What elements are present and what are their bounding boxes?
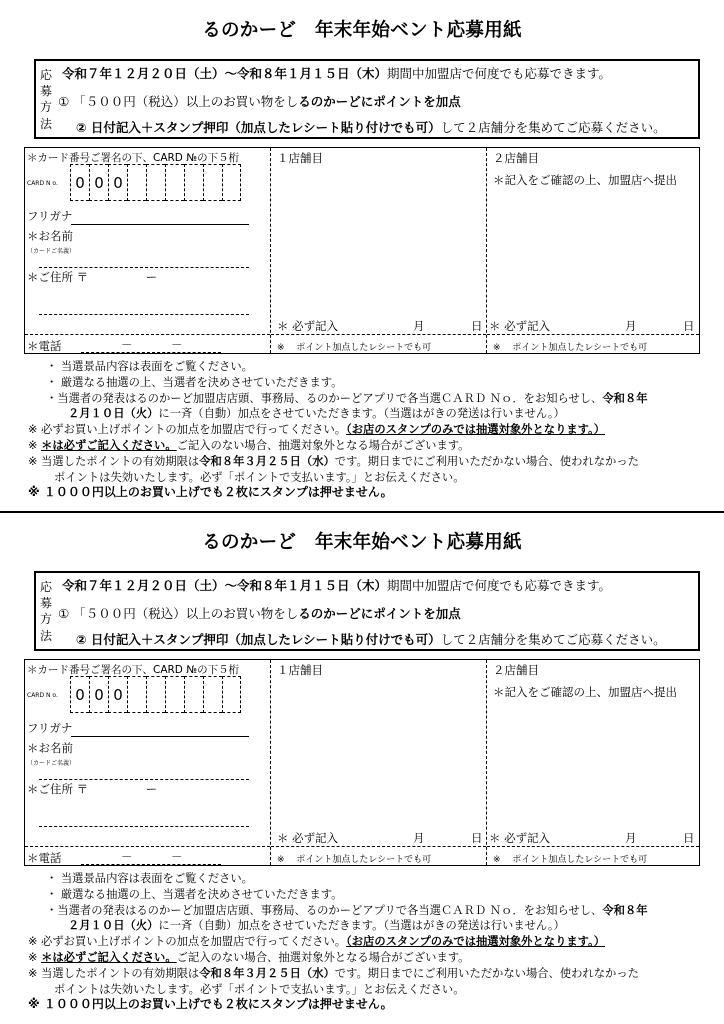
note-points-required: [28, 934, 720, 950]
campaign-period: 令和７年１２月２０日（土）～令和８年１月１５日（木）: [62, 578, 388, 593]
furigana-field[interactable]: [71, 736, 249, 737]
note-prize-info: ・ 当選景品内容は表面をご覧ください。: [46, 872, 253, 885]
phone-label: ＊電話: [27, 339, 62, 353]
step-2-text: して２店舗分を集めてご応募ください。: [440, 120, 666, 135]
store-1-day-label: 日: [471, 831, 483, 845]
store-2-month-label: 月: [625, 319, 637, 333]
furigana-field[interactable]: [71, 224, 249, 225]
card-number-boxes[interactable]: [70, 676, 241, 713]
name-label: ＊お名前: [27, 741, 73, 755]
note-expiry-text: ※ 当選したポイントの有効期限は: [28, 966, 200, 980]
store-1-separator: [271, 846, 486, 847]
address-label: ＊ご住所 〒 ー: [27, 270, 158, 284]
phone-label: ＊電話: [27, 851, 62, 865]
store-2-receipt-note: ※ ポイント加点したレシートでも可: [493, 343, 648, 353]
store-1-title: １店舗目: [277, 663, 323, 677]
note-points-required: [28, 422, 720, 438]
card-digit-box[interactable]: 0: [70, 676, 89, 713]
store-2-required-label: ＊ 必ず記入: [489, 831, 551, 845]
card-no-prefix: CARD N o.: [27, 180, 58, 187]
step-2-emphasis: ② 日付記入＋スタンプ押印（加点したレシート貼り付けでも可）: [76, 632, 441, 647]
step-1-text: 「５００円（税込）以上のお買い物をし: [73, 606, 299, 621]
phone-dash: －: [121, 338, 133, 352]
entry-table: [24, 659, 700, 866]
card-digit-box[interactable]: [222, 676, 241, 713]
method-step-1: [58, 92, 461, 110]
note-announcement-date: ２月１０日（火）: [68, 919, 159, 933]
note-announcement: [28, 903, 720, 919]
entry-table: [24, 147, 700, 354]
note-expiry-rest: です。期日までにご利用いただかない場合、使われなかった: [334, 454, 639, 468]
step-1-number: ①: [58, 606, 70, 621]
store-2-column[interactable]: [486, 660, 699, 865]
store-1-month-label: 月: [413, 319, 425, 333]
note-expiry: [28, 454, 720, 470]
method-label-char: 募: [40, 84, 53, 98]
note-announcement: [28, 391, 720, 407]
address-label: ＊ご住所 〒 ー: [27, 782, 158, 796]
note-prize-info: ・ 当選景品内容は表面をご覧ください。: [46, 360, 253, 373]
card-digit-box[interactable]: [165, 164, 184, 201]
card-digit-box[interactable]: [146, 676, 165, 713]
store-1-title: １店舗目: [277, 151, 323, 165]
card-digit-box[interactable]: 0: [108, 164, 127, 201]
store-1-separator: [271, 334, 486, 335]
note-announcement-rest: に一斉（自動）加点をさせていただきます。（当選はがきの発送は行いません。）: [158, 919, 565, 933]
store-1-column[interactable]: [270, 148, 486, 353]
method-step-2: [76, 630, 666, 648]
note-announcement-cont: [28, 918, 720, 934]
note-required-rest: ご記入のない場合、抽選対象外となる場合がございます。: [176, 950, 470, 964]
note-required-mark: ※: [28, 950, 38, 964]
store-2-separator: [487, 334, 699, 335]
note-stamp-only-warning: （お店のスタンプのみでは抽選対象外となります。）: [346, 935, 606, 949]
campaign-period: 令和７年１２月２０日（土）～令和８年１月１５日（木）: [62, 66, 388, 81]
card-number-boxes[interactable]: [70, 164, 241, 201]
method-period-line: [62, 576, 611, 594]
card-digit-box[interactable]: [184, 164, 203, 201]
note-announcement-year: 令和８年: [602, 391, 648, 405]
store-2-month-label: 月: [625, 831, 637, 845]
note-announcement-text: ・当選者の発表はるのかーど加盟店店頭、事務局、るのかーどアプリで各当選ＣＡＲＤ Ｎｏ．をお知らせし、: [46, 903, 603, 917]
application-method-box: [34, 59, 700, 139]
card-digit-box[interactable]: [127, 164, 146, 201]
store-1-column[interactable]: [270, 660, 486, 865]
method-period-line: [62, 64, 611, 82]
step-2-text: して２店舗分を集めてご応募ください。: [440, 632, 666, 647]
note-announcement-year: 令和８年: [602, 903, 648, 917]
form-divider-line: [0, 511, 724, 513]
card-digit-box[interactable]: [165, 676, 184, 713]
store-2-title: ２店舗目: [493, 663, 539, 677]
method-label-char: 方: [40, 100, 53, 114]
phone-field[interactable]: [81, 864, 221, 865]
phone-dash: －: [121, 850, 133, 864]
method-step-2: [76, 118, 666, 136]
method-label-char: 方: [40, 612, 53, 626]
store-2-day-label: 日: [683, 319, 695, 333]
step-1-emphasis: るのかーどにポイントを加点: [298, 606, 461, 621]
phone-separator: [25, 846, 270, 847]
form-title: るのかーど 年末年始ベント応募用紙: [202, 20, 522, 41]
note-lottery: ・ 厳選なる抽選の上、当選者を決めさせていただきます。: [46, 887, 343, 901]
store-1-receipt-note: ※ ポイント加点したレシートでも可: [277, 343, 432, 353]
note-required-emphasis: ＊は必ずご記入ください。: [41, 438, 177, 452]
method-label-char: 応: [40, 68, 53, 82]
card-number-label: ＊カード番号ご署名の下、CARD №の下５桁: [27, 152, 240, 164]
card-digit-box[interactable]: [222, 164, 241, 201]
phone-field[interactable]: [81, 352, 221, 353]
note-required-fields: [28, 438, 720, 454]
note-required-rest: ご記入のない場合、抽選対象外となる場合がございます。: [176, 438, 470, 452]
store-2-note: ＊記入をご確認の上、加盟店へ提出: [493, 173, 677, 187]
step-1-emphasis: るのかーどにポイントを加点: [298, 94, 461, 109]
furigana-label: フリガナ: [27, 209, 73, 223]
card-digit-box[interactable]: [203, 676, 222, 713]
phone-dash: －: [171, 850, 183, 864]
notes-list: [28, 871, 720, 1013]
method-label-char: 法: [40, 117, 53, 131]
step-1-text: 「５００円（税込）以上のお買い物をし: [73, 94, 299, 109]
note-stamp-limit: ※ １０００円以上のお買い上げでも２枚にスタンプは押せません。: [28, 485, 393, 500]
note-expiry-cont: ポイントは失効いたします。必ず「ポイントで支払います。」とお伝えください。: [54, 470, 465, 484]
address-field[interactable]: [39, 314, 249, 315]
store-1-required-label: ＊ 必ず記入: [277, 831, 339, 845]
store-2-title: ２店舗目: [493, 151, 539, 165]
note-points-text: ※ 必ずお買い上げポイントの加点を加盟店で行ってください。: [28, 423, 347, 437]
name-label: ＊お名前: [27, 229, 73, 243]
card-number-label: ＊カード番号ご署名の下、CARD №の下５桁: [27, 664, 240, 676]
store-1-receipt-note: ※ ポイント加点したレシートでも可: [277, 855, 432, 865]
store-1-day-label: 日: [471, 319, 483, 333]
furigana-label: フリガナ: [27, 721, 73, 735]
note-required-emphasis: ＊は必ずご記入ください。: [41, 950, 177, 964]
store-1-required-label: ＊ 必ず記入: [277, 319, 339, 333]
name-note: （カードご名義）: [27, 248, 76, 255]
card-digit-box[interactable]: 0: [89, 676, 108, 713]
method-label-char: 応: [40, 580, 53, 594]
card-digit-box[interactable]: 0: [70, 164, 89, 201]
card-digit-box[interactable]: 0: [108, 676, 127, 713]
step-2-emphasis: ② 日付記入＋スタンプ押印（加点したレシート貼り付けでも可）: [76, 120, 441, 135]
store-2-day-label: 日: [683, 831, 695, 845]
card-digit-box[interactable]: 0: [89, 164, 108, 201]
note-expiry-cont: ポイントは失効いたします。必ず「ポイントで支払います。」とお伝えください。: [54, 982, 465, 996]
notes-list: [28, 359, 720, 501]
name-field[interactable]: [39, 267, 249, 268]
note-announcement-cont: [28, 406, 720, 422]
note-expiry: [28, 966, 720, 982]
period-description: 期間中加盟店で何度でも応募できます。: [387, 66, 612, 81]
store-2-required-label: ＊ 必ず記入: [489, 319, 551, 333]
phone-dash: －: [171, 338, 183, 352]
applicant-info-column: [25, 148, 270, 353]
note-required-mark: ※: [28, 438, 38, 452]
note-lottery: ・ 厳選なる抽選の上、当選者を決めさせていただきます。: [46, 375, 343, 389]
name-note: （カードご名義）: [27, 760, 76, 767]
card-no-prefix: CARD N o.: [27, 692, 58, 699]
card-digit-box[interactable]: [203, 164, 222, 201]
store-2-column[interactable]: [486, 148, 699, 353]
store-2-separator: [487, 846, 699, 847]
note-expiry-text: ※ 当選したポイントの有効期限は: [28, 454, 200, 468]
note-stamp-limit: ※ １０００円以上のお買い上げでも２枚にスタンプは押せません。: [28, 997, 393, 1012]
note-stamp-only-warning: （お店のスタンプのみでは抽選対象外となります。）: [346, 423, 606, 437]
period-description: 期間中加盟店で何度でも応募できます。: [387, 578, 612, 593]
application-method-box: [34, 571, 700, 651]
note-announcement-text: ・当選者の発表はるのかーど加盟店店頭、事務局、るのかーどアプリで各当選ＣＡＲＤ Ｎｏ．をお知らせし、: [46, 391, 603, 405]
store-2-receipt-note: ※ ポイント加点したレシートでも可: [493, 855, 648, 865]
method-label-char: 法: [40, 629, 53, 643]
address-field[interactable]: [39, 826, 249, 827]
note-announcement-date: ２月１０日（火）: [68, 407, 159, 421]
phone-separator: [25, 334, 270, 335]
note-announcement-rest: に一斉（自動）加点をさせていただきます。（当選はがきの発送は行いません。）: [158, 407, 565, 421]
form-title: るのかーど 年末年始ベント応募用紙: [202, 532, 522, 553]
applicant-info-column: [25, 660, 270, 865]
store-2-note: ＊記入をご確認の上、加盟店へ提出: [493, 685, 677, 699]
note-expiry-date: 令和８年３月２５日（水）: [199, 454, 335, 468]
step-1-number: ①: [58, 94, 70, 109]
note-expiry-date: 令和８年３月２５日（水）: [199, 966, 335, 980]
name-field[interactable]: [39, 779, 249, 780]
card-digit-box[interactable]: [146, 164, 165, 201]
note-points-text: ※ 必ずお買い上げポイントの加点を加盟店で行ってください。: [28, 935, 347, 949]
note-required-fields: [28, 950, 720, 966]
note-expiry-rest: です。期日までにご利用いただかない場合、使われなかった: [334, 966, 639, 980]
method-label-char: 募: [40, 596, 53, 610]
store-1-month-label: 月: [413, 831, 425, 845]
card-digit-box[interactable]: [184, 676, 203, 713]
card-digit-box[interactable]: [127, 676, 146, 713]
method-step-1: [58, 604, 461, 622]
